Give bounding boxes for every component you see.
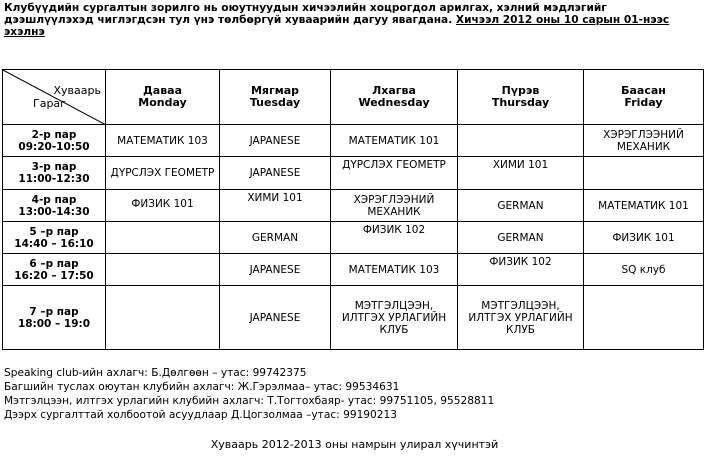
slot-label: 6 –р пар	[29, 257, 79, 270]
class-cell: GERMAN	[458, 222, 584, 254]
slot-time: 14:40 – 16:10	[14, 237, 94, 250]
class-cell: ХЭРЭГЛЭЭНИЙ МЕХАНИК	[331, 190, 458, 222]
contact-line: Speaking club-ийн ахлагч: Б.Дөлгөөн – утас: 99742375	[4, 367, 307, 379]
time-slot-cell	[3, 125, 106, 157]
contact-line: Мэтгэлцээн, илтгэх урлагийн клубийн ахлагч: Т.Тогтохбаяр- утас: 99751105, 95528811	[4, 395, 495, 407]
table-row	[3, 190, 704, 222]
day-header-thursday	[458, 70, 584, 125]
class-cell: GERMAN	[220, 222, 331, 254]
time-slot-cell	[3, 254, 106, 286]
slot-label: 4-р пар	[31, 193, 77, 206]
intro-line-3: эхэлнэ	[4, 26, 45, 38]
time-slot-cell	[3, 286, 106, 350]
class-cell: МАТЕМАТИК 103	[331, 254, 458, 286]
intro-line-2-main: дээшлүүлэхэд чиглэгдсэн тул үнэ төлбөргүй хуваарийн дагуу явагдана.	[4, 14, 456, 26]
day-name-en: Thursday	[491, 96, 550, 109]
time-slot-cell	[3, 222, 106, 254]
corner-header-cell	[3, 70, 106, 125]
class-cell: JAPANESE	[220, 254, 331, 286]
class-cell: ФИЗИК 101	[584, 222, 704, 254]
class-cell	[584, 157, 704, 190]
header-row	[3, 70, 704, 125]
class-cell: ФИЗИК 101	[106, 190, 220, 222]
day-name-en: Friday	[624, 96, 663, 109]
day-name-en: Wednesday	[358, 96, 430, 109]
day-header-tuesday	[220, 70, 331, 125]
day-name-mn: Даваа	[142, 84, 183, 97]
class-cell	[458, 125, 584, 157]
class-cell: ДҮРСЛЭХ ГЕОМЕТР	[106, 157, 220, 190]
class-cell	[106, 286, 220, 350]
table-row	[3, 222, 704, 254]
intro-line-2	[4, 14, 704, 26]
class-cell: МАТЕМАТИК 103	[106, 125, 220, 157]
schedule-table	[2, 69, 704, 350]
contact-line: Багшийн туслах оюутан клубийн ахлагч: Ж.Гэрэлмаа– утас: 99534631	[4, 381, 400, 393]
class-cell: JAPANESE	[220, 286, 331, 350]
class-cell: ФИЗИК 102	[458, 254, 584, 286]
slot-time: 09:20-10:50	[18, 140, 90, 153]
slot-time: 11:00-12:30	[18, 173, 90, 185]
class-cell: МАТЕМАТИК 101	[331, 125, 458, 157]
day-name-mn: Пүрэв	[501, 84, 540, 97]
slot-time: 13:00-14:30	[18, 205, 90, 218]
table-row	[3, 157, 704, 190]
validity-note: Хуваарь 2012-2013 оны намрын улирал хүчинтэй	[210, 438, 499, 451]
class-cell: ХИМИ 101	[220, 190, 331, 222]
slot-label: 5 –р пар	[29, 225, 79, 238]
class-cell	[584, 286, 704, 350]
class-cell: ХЭРЭГЛЭЭНИЙ МЕХАНИК	[584, 125, 704, 157]
day-name-mn: Баасан	[621, 84, 666, 97]
corner-top-label: Хуваарь	[53, 84, 101, 97]
slot-time: 16:20 – 17:50	[14, 269, 94, 282]
time-slot-cell	[3, 190, 106, 222]
intro-line-1: Клубүүдийн сургалтын зорилго нь оюутнуудын хичээлийн хоцрогдол арилгах, хэлний мэдлэгийг	[4, 2, 607, 14]
day-name-en: Monday	[138, 96, 187, 109]
day-name-mn: Мягмар	[250, 84, 300, 97]
corner-bottom-label: Гараг	[33, 97, 66, 110]
day-header-monday	[106, 70, 220, 125]
class-cell: МЭТГЭЛЦЭЭН, ИЛТГЭХ УРЛАГИЙН КЛУБ	[331, 286, 458, 350]
day-name-mn: Лхагва	[372, 84, 416, 97]
class-cell: ФИЗИК 102	[331, 222, 458, 254]
table-row	[3, 254, 704, 286]
intro-text	[4, 2, 704, 38]
class-cell: МЭТГЭЛЦЭЭН, ИЛТГЭХ УРЛАГИЙН КЛУБ	[458, 286, 584, 350]
class-cell: JAPANESE	[220, 125, 331, 157]
class-cell: SQ клуб	[584, 254, 704, 286]
contacts-list	[4, 366, 494, 422]
class-cell	[106, 254, 220, 286]
table-row	[3, 286, 704, 350]
class-cell: МАТЕМАТИК 101	[584, 190, 704, 222]
day-header-wednesday	[331, 70, 458, 125]
time-slot-cell	[3, 157, 106, 190]
contact-line: Дээрх сургалттай холбоотой асуудлаар Д.Цогзолмаа –утас: 99190213	[4, 409, 398, 421]
class-cell: JAPANESE	[220, 157, 331, 190]
class-cell: GERMAN	[458, 190, 584, 222]
day-header-friday	[584, 70, 704, 125]
slot-label: 7 –р пар	[29, 305, 79, 318]
start-date-notice: Хичээл 2012 оны 10 сарын 01-нээс	[455, 14, 670, 26]
slot-time: 18:00 – 19:0	[17, 317, 91, 330]
class-cell	[106, 222, 220, 254]
slot-label: 2-р пар	[31, 128, 77, 141]
day-name-en: Tuesday	[249, 96, 301, 109]
class-cell: ХИМИ 101	[458, 157, 584, 190]
slot-label: 3-р пар	[31, 161, 77, 173]
table-row	[3, 125, 704, 157]
class-cell: ДҮРСЛЭХ ГЕОМЕТР	[331, 157, 458, 190]
